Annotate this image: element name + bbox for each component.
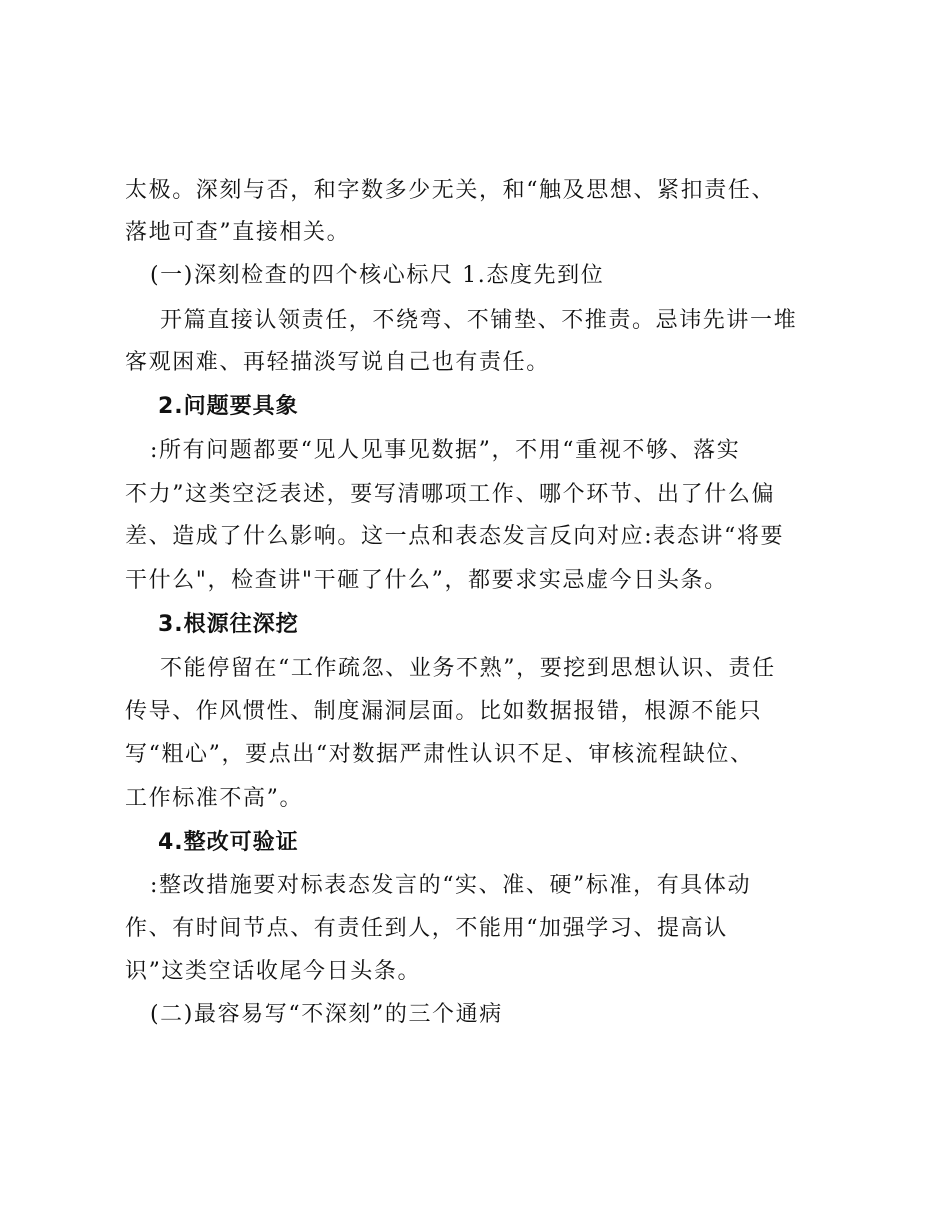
paragraph-line: 写“粗心”，要点出“对数据严肃性认识不足、审核流程缺位、 bbox=[125, 742, 754, 767]
paragraph-line: 不能停留在“工作疏忽、业务不熟”，要挖到思想认识、责任 bbox=[160, 656, 776, 681]
paragraph-line: 不力”这类空泛表述，要写清哪项工作、哪个环节、出了什么偏 bbox=[125, 482, 776, 507]
paragraph-line: 客观困难、再轻描淡写说自己也有责任。 bbox=[125, 350, 550, 375]
subheading-2: 2.问题要具象 bbox=[158, 394, 299, 419]
section-heading-1: (一)深刻检查的四个核心标尺 1.态度先到位 bbox=[150, 263, 605, 288]
paragraph-line: 落地可查”直接相关。 bbox=[125, 220, 351, 245]
paragraph-line: 干什么"，检查讲"干砸了什么”，都要求实忌虚今日头条。 bbox=[125, 568, 728, 593]
subheading-4: 4.整改可验证 bbox=[158, 830, 299, 855]
paragraph-line: 传导、作风惯性、制度漏洞层面。比如数据报错，根源不能只 bbox=[125, 699, 763, 724]
paragraph-line: 识”这类空话收尾今日头条。 bbox=[125, 959, 422, 984]
paragraph-line: 太极。深刻与否，和字数多少无关，和“触及思想、紧扣责任、 bbox=[125, 178, 776, 203]
subheading-3: 3.根源往深挖 bbox=[158, 612, 299, 637]
section-heading-2: (二)最容易写“不深刻”的三个通病 bbox=[150, 1002, 503, 1027]
paragraph-line: 作、有时间节点、有责任到人，不能用“加强学习、提高认 bbox=[125, 916, 728, 941]
paragraph-line: :整改措施要对标表态发言的“实、准、硬”标准，有具体动 bbox=[150, 873, 752, 898]
paragraph-line: :所有问题都要“见人见事见数据”，不用“重视不够、落实 bbox=[150, 438, 741, 463]
paragraph-line: 工作标准不高”。 bbox=[125, 786, 304, 811]
paragraph-line: 差、造成了什么影响。这一点和表态发言反向对应:表态讲“将要 bbox=[125, 524, 785, 549]
paragraph-line: 开篇直接认领责任，不绕弯、不铺垫、不推责。忌讳先讲一堆 bbox=[160, 308, 798, 333]
